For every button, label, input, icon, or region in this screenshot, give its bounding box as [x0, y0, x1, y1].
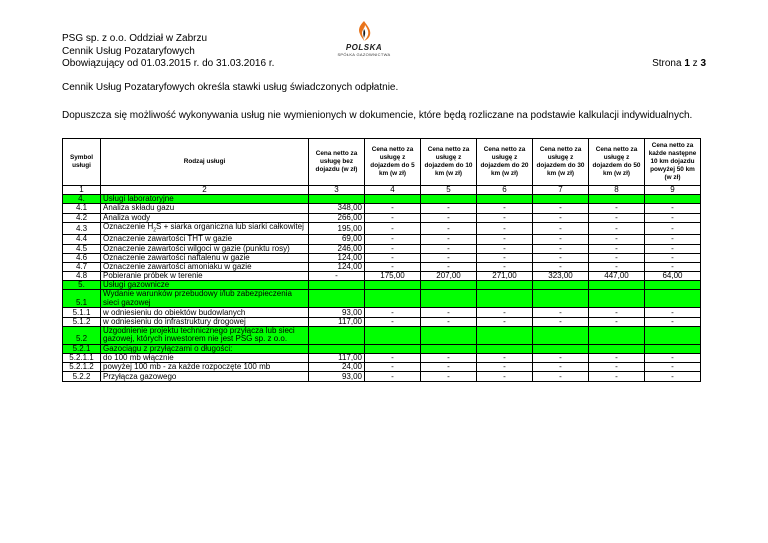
price-c7: -: [533, 262, 589, 271]
price-c6: -: [477, 244, 533, 253]
price-c4: [365, 344, 421, 353]
price-c6: -: [477, 213, 533, 222]
price-c4: -: [365, 222, 421, 235]
service-symbol: 4.5: [63, 244, 101, 253]
column-number: 1: [63, 186, 101, 195]
table-row: [63, 290, 701, 308]
price-c3: 93,00: [309, 308, 365, 317]
price-c8: [589, 281, 645, 290]
price-c7: -: [533, 222, 589, 235]
price-c3: 24,00: [309, 363, 365, 372]
logo-brand-text: POLSKA: [345, 43, 383, 52]
price-c4: -: [365, 262, 421, 271]
price-c6: -: [477, 253, 533, 262]
price-c5: -: [421, 317, 477, 326]
price-c3: 124,00: [309, 253, 365, 262]
price-c9: -: [645, 204, 701, 213]
price-c7: [533, 290, 589, 308]
price-c6: [477, 290, 533, 308]
price-c3: 124,00: [309, 262, 365, 271]
price-c5: -: [421, 244, 477, 253]
column-number: 5: [421, 186, 477, 195]
service-name: Oznaczenie zawartości wilgoci w gazie (punktu rosy): [101, 244, 309, 253]
price-c9: -: [645, 235, 701, 244]
service-symbol: 5.2.1: [63, 344, 101, 353]
column-number: 4: [365, 186, 421, 195]
price-c5: -: [421, 372, 477, 381]
price-c6: -: [477, 204, 533, 213]
price-c4: [365, 281, 421, 290]
header-col5: Cena netto za usługę z dojazdem do 10 km (w zł): [421, 139, 477, 186]
price-c7: [533, 195, 589, 204]
price-c9: -: [645, 213, 701, 222]
price-c3: -: [309, 272, 365, 281]
price-c7: [533, 281, 589, 290]
price-c6: [477, 281, 533, 290]
column-number: 9: [645, 186, 701, 195]
service-name: Oznaczenie $H_2S$ + siarka organiczna lub siarki całkowitej: [101, 222, 309, 235]
price-c7: -: [533, 317, 589, 326]
service-symbol: 4.4: [63, 235, 101, 244]
service-symbol: 5.1: [63, 290, 101, 308]
price-c5: -: [421, 262, 477, 271]
service-name: Analiza składu gazu: [101, 204, 309, 213]
logo-sub-text: SPÓŁKA GAZOWNICTWA: [337, 52, 391, 57]
price-c6: [477, 195, 533, 204]
price-c3: 266,00: [309, 213, 365, 222]
price-c4: -: [365, 372, 421, 381]
price-c8: -: [589, 317, 645, 326]
price-c9: [645, 326, 701, 344]
price-c5: -: [421, 222, 477, 235]
price-c9: [645, 281, 701, 290]
table-row: [63, 354, 701, 363]
header-symbol: Symbol usługi: [63, 139, 101, 186]
price-c8: -: [589, 253, 645, 262]
table-row: [63, 262, 701, 271]
table-row: [63, 317, 701, 326]
service-name: Wydanie warunków przebudowy i/lub zabezpieczenia sieci gazowej: [101, 290, 309, 308]
price-c7: -: [533, 235, 589, 244]
header-col8: Cena netto za usługę z dojazdem do 50 km (w zł): [589, 139, 645, 186]
price-c3: 246,00: [309, 244, 365, 253]
service-symbol: 4.7: [63, 262, 101, 271]
price-table: [62, 138, 701, 382]
service-symbol: 4.: [63, 195, 101, 204]
price-c4: -: [365, 213, 421, 222]
column-number-row: [63, 186, 701, 195]
table-row: [63, 344, 701, 353]
price-c3: 117,00: [309, 317, 365, 326]
price-c7: [533, 344, 589, 353]
service-name: Uzgodnienie projektu technicznego przyłącza lub sieci gazowej, których inwestorem nie jest PSG sp. z o.o.: [101, 326, 309, 344]
price-c6: -: [477, 222, 533, 235]
price-c8: -: [589, 262, 645, 271]
service-name: Analiza wody: [101, 213, 309, 222]
header-service: Rodzaj usługi: [101, 139, 309, 186]
flame-icon: [355, 20, 373, 42]
price-c7: -: [533, 253, 589, 262]
table-row: [63, 222, 701, 235]
header-col3: Cena netto za usługę bez dojazdu (w zł): [309, 139, 365, 186]
price-c4: -: [365, 363, 421, 372]
price-c5: -: [421, 363, 477, 372]
service-name: Oznaczenie zawartości naftalenu w gazie: [101, 253, 309, 262]
company-name: PSG sp. z o.o. Oddział w Zabrzu: [62, 33, 208, 44]
price-c3: [309, 281, 365, 290]
service-name: Oznaczenie zawartości amoniaku w gazie: [101, 262, 309, 271]
table-row: [63, 244, 701, 253]
price-c5: -: [421, 204, 477, 213]
service-symbol: 5.2: [63, 326, 101, 344]
price-c3: [309, 290, 365, 308]
price-c6: -: [477, 308, 533, 317]
price-c7: -: [533, 372, 589, 381]
price-c5: -: [421, 308, 477, 317]
price-c6: -: [477, 317, 533, 326]
intro-line-2: Dopuszcza się możliwość wykonywania usług nie wymienionych w dokumencie, które będą rozliczane na podstawie kalkulacji indywidualnych.: [62, 110, 693, 121]
document-header: [62, 33, 274, 71]
service-symbol: 5.2.2: [63, 372, 101, 381]
service-name: powyżej 100 mb - za każde rozpoczęte 100 mb: [101, 363, 309, 372]
header-col6: Cena netto za usługę z dojazdem do 20 km (w zł): [477, 139, 533, 186]
price-c9: [645, 195, 701, 204]
price-c5: [421, 281, 477, 290]
price-c4: -: [365, 244, 421, 253]
price-c4: [365, 195, 421, 204]
price-c6: -: [477, 354, 533, 363]
price-c4: [365, 290, 421, 308]
price-c7: -: [533, 244, 589, 253]
price-c9: -: [645, 372, 701, 381]
price-c4: -: [365, 308, 421, 317]
intro-line-1: Cennik Usług Pozataryfowych określa stawki usług świadczonych odpłatnie.: [62, 82, 399, 93]
price-c3: 69,00: [309, 235, 365, 244]
price-c7: -: [533, 363, 589, 372]
price-c8: [589, 326, 645, 344]
service-name: w odniesieniu do obiektów budowlanych: [101, 308, 309, 317]
price-c8: -: [589, 213, 645, 222]
column-number: 7: [533, 186, 589, 195]
price-c4: -: [365, 253, 421, 262]
price-c8: [589, 195, 645, 204]
price-c8: -: [589, 235, 645, 244]
price-c7: -: [533, 213, 589, 222]
price-c4: -: [365, 354, 421, 363]
price-c3: 348,00: [309, 204, 365, 213]
service-symbol: 5.2.1.2: [63, 363, 101, 372]
header-col4: Cena netto za usługę z dojazdem do 5 km (w zł): [365, 139, 421, 186]
header-col7: Cena netto za usługę z dojazdem do 30 km (w zł): [533, 139, 589, 186]
price-c8: -: [589, 354, 645, 363]
column-number: 6: [477, 186, 533, 195]
page-number: Strona 1 z 3: [652, 58, 706, 69]
price-c9: -: [645, 244, 701, 253]
price-c9: [645, 290, 701, 308]
price-c3: [309, 326, 365, 344]
price-c9: [645, 344, 701, 353]
table-body: [63, 195, 701, 381]
price-c5: -: [421, 235, 477, 244]
price-c3: 117,00: [309, 354, 365, 363]
service-symbol: 4.1: [63, 204, 101, 213]
price-c9: -: [645, 253, 701, 262]
price-c7: -: [533, 308, 589, 317]
price-c4: -: [365, 317, 421, 326]
service-symbol: 4.8: [63, 272, 101, 281]
service-name: Pobieranie próbek w terenie: [101, 272, 309, 281]
price-c5: [421, 290, 477, 308]
price-c6: -: [477, 235, 533, 244]
price-c9: -: [645, 222, 701, 235]
price-c6: -: [477, 372, 533, 381]
service-symbol: 5.2.1.1: [63, 354, 101, 363]
price-c8: -: [589, 204, 645, 213]
table-row: [63, 235, 701, 244]
price-c8: -: [589, 308, 645, 317]
price-c3: [309, 344, 365, 353]
price-c9: -: [645, 363, 701, 372]
price-c8: -: [589, 244, 645, 253]
table-row: [63, 213, 701, 222]
service-symbol: 5.: [63, 281, 101, 290]
service-symbol: 4.2: [63, 213, 101, 222]
table-row: [63, 272, 701, 281]
document-title: Cennik Usług Pozataryfowych: [62, 45, 195, 57]
price-c7: 323,00: [533, 272, 589, 281]
price-c8: 447,00: [589, 272, 645, 281]
price-c8: -: [589, 372, 645, 381]
price-c5: [421, 195, 477, 204]
price-c3: 93,00: [309, 372, 365, 381]
price-c9: -: [645, 317, 701, 326]
service-symbol: 5.1.1: [63, 308, 101, 317]
service-name: Usługi laboratoryjne: [101, 195, 309, 204]
table-row: [63, 326, 701, 344]
table-row: [63, 308, 701, 317]
service-name: Usługi gazownicze: [101, 281, 309, 290]
price-c5: -: [421, 354, 477, 363]
service-name: do 100 mb włącznie: [101, 354, 309, 363]
price-c8: [589, 344, 645, 353]
price-c9: -: [645, 308, 701, 317]
table-row: [63, 204, 701, 213]
company-logo: [334, 20, 394, 64]
price-c3: 195,00: [309, 222, 365, 235]
price-c4: [365, 326, 421, 344]
price-c5: -: [421, 253, 477, 262]
column-number: 8: [589, 186, 645, 195]
table-row: [63, 372, 701, 381]
price-c9: 64,00: [645, 272, 701, 281]
table-header-row: [63, 139, 701, 186]
price-c8: -: [589, 222, 645, 235]
price-c6: 271,00: [477, 272, 533, 281]
price-c7: -: [533, 204, 589, 213]
validity-period: Obowiązujący od 01.03.2015 r. do 31.03.2016 r.: [62, 58, 275, 69]
service-name: Przyłącza gazowego: [101, 372, 309, 381]
price-c8: -: [589, 363, 645, 372]
price-c6: [477, 344, 533, 353]
price-c4: 175,00: [365, 272, 421, 281]
table-row: [63, 363, 701, 372]
price-c5: 207,00: [421, 272, 477, 281]
price-c6: [477, 326, 533, 344]
service-symbol: 4.6: [63, 253, 101, 262]
service-symbol: 4.3: [63, 222, 101, 235]
price-c6: -: [477, 262, 533, 271]
price-c7: -: [533, 354, 589, 363]
price-c4: -: [365, 204, 421, 213]
price-c6: -: [477, 363, 533, 372]
table-row: [63, 195, 701, 204]
price-c9: -: [645, 262, 701, 271]
service-name: Gazociągu z przyłączami o długości:: [101, 344, 309, 353]
table-row: [63, 281, 701, 290]
price-c7: [533, 326, 589, 344]
price-c8: [589, 290, 645, 308]
service-name: w odniesieniu do infrastruktury drogowej: [101, 317, 309, 326]
table-row: [63, 253, 701, 262]
price-c4: -: [365, 235, 421, 244]
service-name: Oznaczenie zawartości THT w gazie: [101, 235, 309, 244]
header-col9: Cena netto za każde następne 10 km dojazdu powyżej 50 km (w zł): [645, 139, 701, 186]
column-number: 3: [309, 186, 365, 195]
price-c5: -: [421, 213, 477, 222]
price-c5: [421, 326, 477, 344]
price-c9: -: [645, 354, 701, 363]
price-c5: [421, 344, 477, 353]
column-number: 2: [101, 186, 309, 195]
price-c3: [309, 195, 365, 204]
service-symbol: 5.1.2: [63, 317, 101, 326]
